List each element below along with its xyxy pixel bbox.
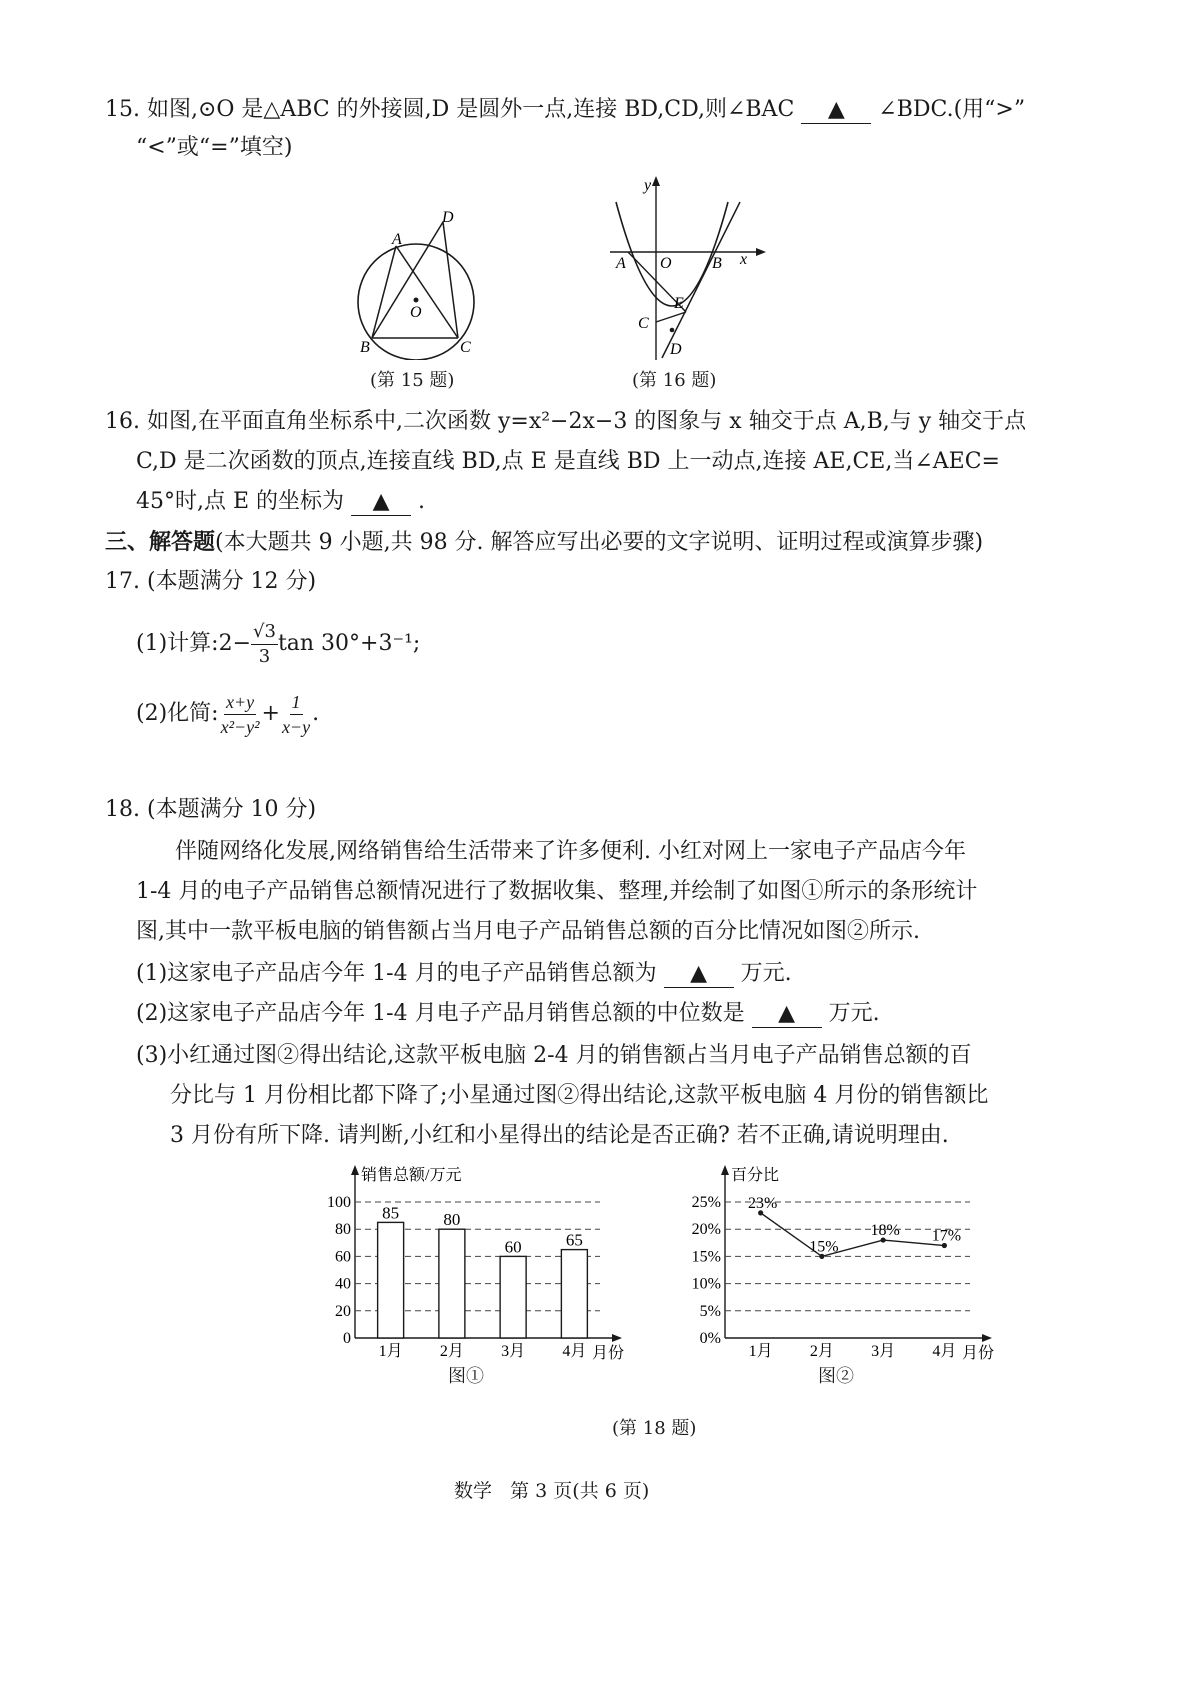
q18-sub3-l1: (3)小红通过图②得出结论,这款平板电脑 2-4 月的销售额占当月电子产品销售总额的百 (136, 1043, 972, 1068)
label-b: B (360, 339, 370, 356)
bar (439, 1229, 465, 1338)
fraction-xy-over-x2y2: $\frac{x+y}{\text{x²−y²}}$ (220, 691, 260, 737)
label-e16: E (674, 295, 684, 312)
q18-sub2-blank[interactable]: ▲ (752, 1001, 822, 1028)
q18-sub1-blank[interactable]: ▲ (664, 961, 734, 988)
x-tick-label: 3月 (871, 1343, 896, 1360)
y-tick-label: 15% (691, 1248, 721, 1266)
caption-15: (第 15 题) (370, 370, 455, 391)
q16-line1: 16. 如图,在平面直角坐标系中,二次函数 y=x²−2x−3 的图象与 x 轴交于点 A,B,与 y 轴交于点 (105, 409, 1027, 434)
q18-sub1: (1)这家电子产品店今年 1-4 月的电子产品销售总额为 ▲ 万元. (136, 961, 792, 986)
y-tick-label: 10% (691, 1275, 721, 1293)
y-tick-label: 20 (335, 1302, 351, 1320)
label-a: A (392, 231, 402, 248)
bar-value-label: 85 (382, 1203, 400, 1223)
label-b16: B (712, 255, 722, 272)
bar-chart-sales (310, 1160, 650, 1360)
label-y: y (644, 177, 652, 194)
q15-answer-blank[interactable]: ▲ (801, 97, 871, 124)
label-o16: O (660, 255, 672, 272)
q17-header: 17. (本题满分 12 分) (105, 569, 317, 594)
q17-part1: (1)计算:2− $\frac{√3}{3}$ tan 30°+3⁻¹; (136, 620, 421, 667)
y-tick-label: 5% (699, 1302, 721, 1320)
q15-line1: 15. 如图,⊙O 是△ABC 的外接圆,D 是圆外一点,连接 BD,CD,则∠BAC ▲ ∠BDC.(用“>” (105, 97, 1026, 122)
q16-answer-blank[interactable]: ▲ (351, 489, 411, 516)
fig1-caption: 图① (448, 1366, 484, 1387)
y-tick-label: 100 (327, 1194, 351, 1211)
bar-chart-ylabel: 销售总额/万元 (361, 1167, 462, 1184)
figure-16 (600, 172, 770, 362)
x-tick-label: 3月 (501, 1343, 526, 1360)
label-c16: C (638, 315, 649, 332)
caption-18: (第 18 题) (612, 1418, 697, 1439)
bar (378, 1222, 404, 1338)
label-d16: D (670, 341, 682, 358)
y-tick-label: 40 (335, 1275, 351, 1293)
label-c: C (460, 339, 471, 356)
q16-line3: 45°时,点 E 的坐标为 ▲ . (136, 489, 426, 514)
bar (561, 1250, 587, 1338)
x-tick-label: 2月 (809, 1343, 834, 1360)
line-chart-percent (680, 1160, 1020, 1360)
point-value-label: 18% (870, 1222, 900, 1240)
bar (500, 1256, 526, 1338)
q18-header: 18. (本题满分 10 分) (105, 797, 317, 822)
caption-16: (第 16 题) (632, 370, 717, 391)
fig2-caption: 图② (818, 1366, 854, 1387)
bar-value-label: 65 (565, 1230, 583, 1250)
q18-para3: 图,其中一款平板电脑的销售额占当月电子产品销售总额的百分比情况如图②所示. (136, 919, 920, 944)
bar-chart-xlabel: 月份 (592, 1345, 625, 1360)
y-tick-label: 25% (691, 1194, 721, 1211)
label-o: O (410, 304, 422, 321)
q15-line2: “<”或“=”填空) (136, 135, 293, 160)
y-tick-label: 60 (335, 1248, 351, 1266)
q18-sub2: (2)这家电子产品店今年 1-4 月电子产品月销售总额的中位数是 ▲ 万元. (136, 1001, 880, 1026)
fraction-1-over-xy: $\frac{1}{x-y}$ (281, 691, 311, 737)
y-tick-label: 20% (691, 1221, 721, 1239)
label-d: D (442, 209, 454, 226)
x-tick-label: 2月 (439, 1343, 464, 1360)
x-tick-label: 4月 (562, 1343, 587, 1360)
x-tick-label: 4月 (932, 1343, 957, 1360)
q18-para1: 伴随网络化发展,网络销售给生活带来了许多便利. 小红对网上一家电子产品店今年 (175, 839, 966, 864)
page-footer: 数学 第 3 页(共 6 页) (454, 1480, 650, 1502)
label-x: x (740, 251, 748, 268)
x-tick-label: 1月 (378, 1343, 403, 1360)
y-tick-label: 0 (343, 1330, 351, 1347)
label-a16: A (616, 255, 626, 272)
q18-sub3-l2: 分比与 1 月份相比都下降了;小星通过图②得出结论,这款平板电脑 4 月份的销售额比 (170, 1083, 989, 1108)
point-value-label: 23% (747, 1194, 778, 1212)
bar-value-label: 80 (443, 1210, 461, 1230)
q18-para2: 1-4 月的电子产品销售总额情况进行了数据收集、整理,并绘制了如图①所示的条形统计 (136, 879, 978, 904)
q16-line2: C,D 是二次函数的顶点,连接直线 BD,点 E 是直线 BD 上一动点,连接 AE,CE,当∠AEC= (136, 449, 1000, 474)
line-chart-xlabel: 月份 (962, 1345, 995, 1360)
line-chart-ylabel: 百分比 (731, 1167, 780, 1184)
point-value-label: 17% (931, 1227, 962, 1245)
y-tick-label: 0% (699, 1330, 721, 1347)
y-tick-label: 80 (335, 1221, 351, 1239)
point-value-label: 15% (809, 1238, 839, 1256)
section3-header: 三、解答题(本大题共 9 小题,共 98 分. 解答应写出必要的文字说明、证明过程或演算步骤) (105, 529, 984, 555)
series-line (761, 1213, 945, 1257)
x-tick-label: 1月 (748, 1343, 773, 1360)
q17-part2: (2)化简: $\frac{x+y}{\text{x²−y²}}$ + $\frac{1}{x-y}$ . (136, 691, 320, 737)
figure-15 (350, 200, 490, 360)
fraction-sqrt3-over-3: $\frac{√3}{3}$ (253, 620, 276, 667)
bar-value-label: 60 (504, 1237, 522, 1257)
q18-sub3-l3: 3 月份有所下降. 请判断,小红和小星得出的结论是否正确? 若不正确,请说明理由. (170, 1123, 949, 1148)
